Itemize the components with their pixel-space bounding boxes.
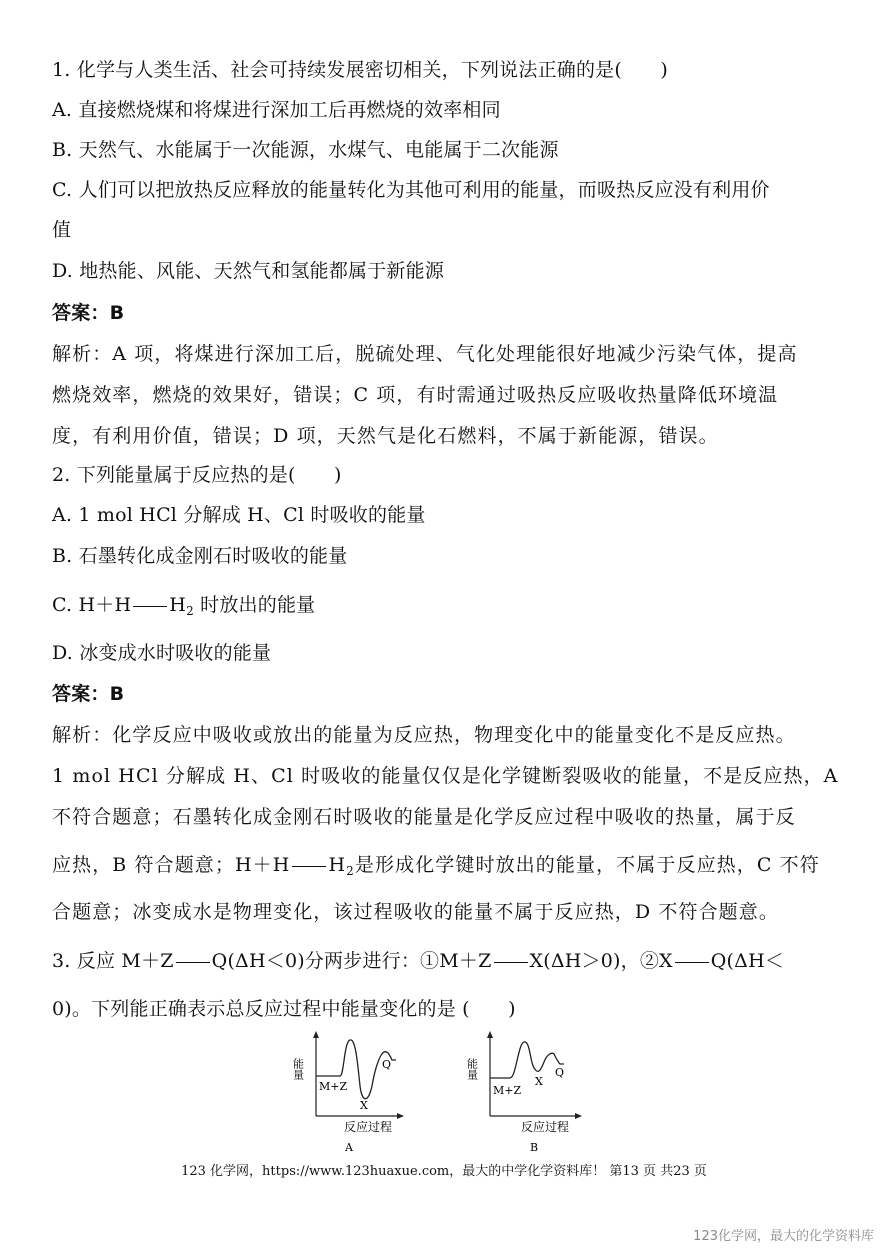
q3-s1-post: Q(ΔH＜ bbox=[710, 950, 785, 972]
q2-option-c-h: H bbox=[169, 594, 187, 616]
x-axis-arrow-icon bbox=[575, 1113, 582, 1119]
q-label: Q bbox=[555, 1066, 565, 1079]
reaction-arrow bbox=[176, 962, 210, 963]
q2-exp4-pre: 应热，B 符合题意；H＋H bbox=[52, 854, 291, 876]
q1-explanation-3: 度，有利用价值，错误；D 项，天然气是化石燃料，不属于新能源，错误。 bbox=[52, 425, 719, 447]
energy-curve bbox=[490, 1042, 564, 1078]
q2-exp4-post: 是形成化学键时放出的能量，不属于反应热，C 不符 bbox=[354, 854, 820, 876]
q2-exp4-h: H bbox=[328, 854, 347, 876]
q1-stem: 1. 化学与人类生活、社会可持续发展密切相关，下列说法正确的是( ) bbox=[52, 59, 668, 81]
q3-s1-pre: 3. 反应 M＋Z bbox=[52, 950, 174, 972]
q2-explanation-4 bbox=[52, 852, 820, 884]
q2-option-c-sub: 2 bbox=[186, 604, 194, 618]
q2-explanation-2: 1 mol HCl 分解成 H、Cl 时吸收的能量仅仅是化学键断裂吸收的能量，不是反应热，A bbox=[52, 765, 839, 787]
q2-option-d: D. 冰变成水时吸收的能量 bbox=[52, 642, 272, 664]
q1-option-c: C. 人们可以把放热反应释放的能量转化为其他可利用的能量，而吸热反应没有利用价 bbox=[52, 179, 770, 201]
y-axis-label: 能量 bbox=[292, 1058, 305, 1080]
watermark: 123化学网，最大的化学资料库 bbox=[693, 1229, 874, 1244]
q1-option-b: B. 天然气、水能属于一次能源，水煤气、电能属于二次能源 bbox=[52, 139, 559, 161]
reaction-arrow bbox=[133, 606, 167, 607]
q2-option-c bbox=[52, 592, 315, 624]
q2-stem: 2. 下列能量属于反应热的是( ) bbox=[52, 464, 342, 486]
q1-explanation-2: 燃烧效率，燃烧的效果好，错误；C 项，有时需通过吸热反应吸收热量降低环境温 bbox=[52, 384, 779, 406]
x-axis-label: 反应过程 bbox=[521, 1120, 570, 1134]
y-axis-label: 能量 bbox=[466, 1058, 479, 1080]
reaction-arrow bbox=[292, 866, 326, 867]
q1-explanation-1: 解析：A 项，将煤进行深加工后，脱硫处理、气化处理能很好地减少污染气体，提高 bbox=[52, 343, 798, 365]
q2-option-a: A. 1 mol HCl 分解成 H、Cl 时吸收的能量 bbox=[52, 504, 426, 526]
q2-answer: 答案：B bbox=[52, 683, 125, 705]
q1-option-c-cont: 值 bbox=[52, 219, 72, 241]
q2-option-c-post: 时放出的能量 bbox=[193, 594, 316, 616]
reaction-arrow bbox=[675, 962, 709, 963]
q2-option-b: B. 石墨转化成金刚石时吸收的能量 bbox=[52, 545, 348, 567]
energy-diagram-b bbox=[466, 1028, 590, 1158]
q-label: Q bbox=[382, 1058, 392, 1071]
q3-stem-1 bbox=[52, 948, 784, 974]
y-axis-arrow-icon bbox=[487, 1031, 493, 1038]
x-label: X bbox=[535, 1075, 543, 1088]
x-axis-label: 反应过程 bbox=[344, 1120, 393, 1134]
q2-explanation-3: 不符合题意；石墨转化成金刚石时吸收的能量是化学反应过程中吸收的热量，属于反 bbox=[52, 806, 796, 828]
q3-stem-2: 0)。下列能正确表示总反应过程中能量变化的是 ( ) bbox=[52, 998, 516, 1020]
x-label: X bbox=[360, 1099, 368, 1112]
reaction-arrow bbox=[494, 962, 528, 963]
energy-diagram-a bbox=[292, 1028, 412, 1158]
y-axis-arrow-icon bbox=[313, 1031, 319, 1038]
mz-label: M+Z bbox=[319, 1080, 348, 1093]
q2-explanation-5: 合题意；冰变成水是物理变化，该过程吸收的能量不属于反应热，D 不符合题意。 bbox=[52, 901, 779, 923]
q3-s1-mid2: X(ΔH＞0)，②X bbox=[529, 950, 673, 972]
diagram-caption: B bbox=[530, 1141, 539, 1154]
q3-s1-mid1: Q(ΔH＜0)分两步进行：①M＋Z bbox=[211, 950, 492, 972]
page-footer: 123 化学网，https://www.123huaxue.com，最大的中学化学资料库！ 第13 页 共23 页 bbox=[181, 1164, 707, 1179]
q1-option-d: D. 地热能、风能、天然气和氢能都属于新能源 bbox=[52, 260, 445, 282]
q2-explanation-1: 解析：化学反应中吸收或放出的能量为反应热，物理变化中的能量变化不是反应热。 bbox=[52, 724, 796, 746]
diagram-caption: A bbox=[345, 1141, 353, 1154]
q2-option-c-pre: C. H＋H bbox=[52, 594, 132, 616]
q1-answer: 答案：B bbox=[52, 302, 125, 324]
q2-exp4-sub: 2 bbox=[346, 864, 355, 878]
x-axis-arrow-icon bbox=[397, 1113, 404, 1119]
q1-option-a: A. 直接燃烧煤和将煤进行深加工后再燃烧的效率相同 bbox=[52, 99, 501, 121]
mz-label: M+Z bbox=[493, 1084, 522, 1097]
